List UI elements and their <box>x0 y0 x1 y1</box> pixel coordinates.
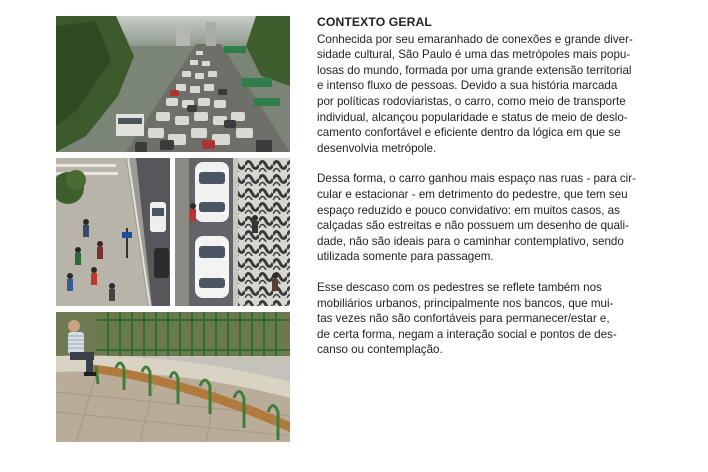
sidewalk-aerial-photo <box>56 158 170 306</box>
bench-photo <box>56 312 290 442</box>
paragraph-urban-furniture: Esse descaso com os pedestres se reflete também nos mobiliários urbanos, principalmente nos bancos, que mui- tas vezes não são confortáveis para permanecer/estar e, de certa forma, negam a interação social e pontos de des- canso ou contemplação. <box>317 280 617 357</box>
section-heading: CONTEXTO GERAL <box>317 15 432 29</box>
traffic-jam-photo <box>56 16 290 152</box>
paragraph-car-space: Dessa forma, o carro ganhou mais espaço nas ruas - para cir- cular e estacionar - em detrimento do pedestre, que tem seu espaço reduzido e pouco convidativo: em muitos casos, as calçadas são estreitas e não possuem um desenho de quali- dade, não são ideais para o caminhar contemplativo, sendo utilizada somente para passagem. <box>317 172 636 264</box>
parked-cars-photo <box>175 158 290 306</box>
text-column <box>317 15 657 373</box>
paragraph-context: Conhecida por seu emaranhado de conexões e grande diver- sidade cultural, São Paulo é uma das metrópoles mais popu- losas do mundo, formada por uma grande extensão territorial e intenso fluxo de pessoas. Devido a sua história marcada por políticas rodoviaristas, o carro, como meio de transporte individual, alcançou popularidade e status de meio de deslo- camento confortável e eficiente dentro da lógica em que se desenvolvia metrópole. <box>317 32 633 155</box>
